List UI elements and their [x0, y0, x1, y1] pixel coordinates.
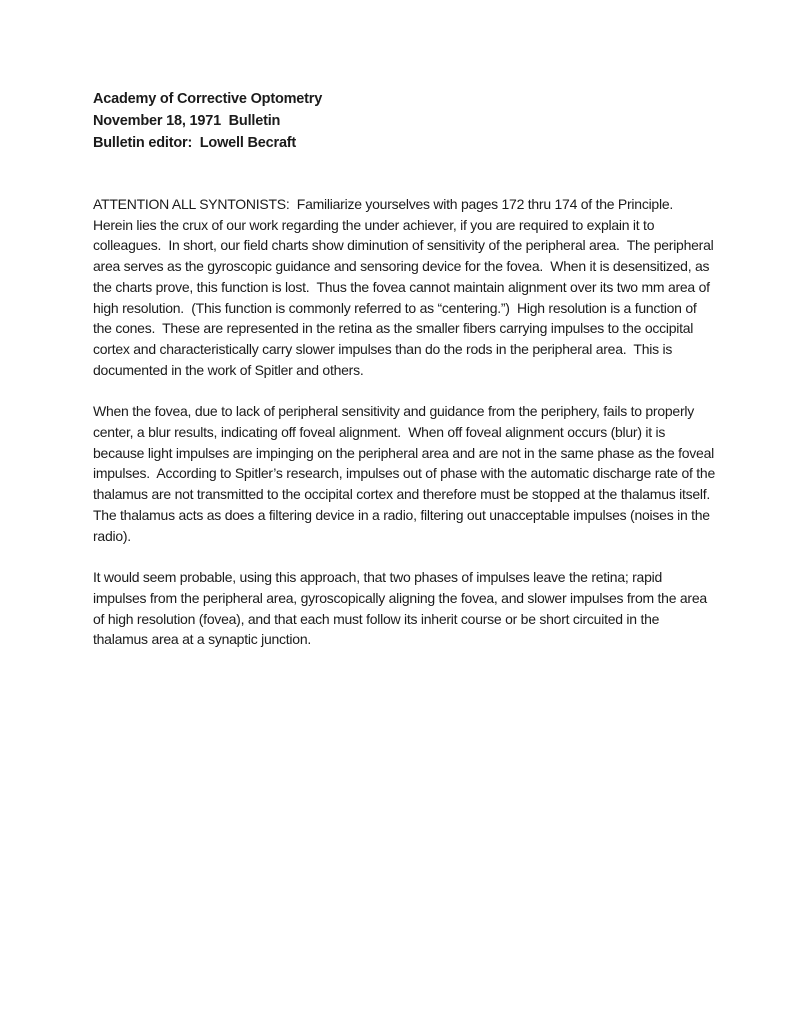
document-header — [93, 88, 715, 154]
organization-line: Academy of Corrective Optometry — [93, 91, 323, 107]
paragraph-two-phases: It would seem probable, using this approach, that two phases of impulses leave the retina; rapid impulses from the peripheral area, gyroscopically aligning the fovea, and slower impulses from the area of high resolution (fovea), and that each must follow its inherit course or be short circuited in the thalamus area at a synaptic junction. — [93, 569, 711, 648]
paragraph-fovea-alignment: When the fovea, due to lack of peripheral sensitivity and guidance from the periphery, fails to properly center, a blur results, indicating off foveal alignment. When off foveal alignment occurs (blur) it is because light impulses are impinging on the peripheral area and are not in the same phase as the foveal impulses. According to Spitler’s research, impulses out of phase with the automatic discharge rate of the thalamus are not transmitted to the occipital cortex and therefore must be stopped at the thalamus itself. The thalamus acts as does a filtering device in a radio, filtering out unacceptable impulses (noises in the radio). — [93, 403, 719, 544]
editor-line: Bulletin editor: Lowell Becraft — [93, 135, 297, 151]
paragraph-attention-syntonists: ATTENTION ALL SYNTONISTS: Familiarize yourselves with pages 172 thru 174 of the Principle. Herein lies the crux of our work regarding the under achiever, if you are required to explain it to colleagues. In short, our field charts show diminution of sensitivity of the peripheral area. The peripheral area serves as the gyroscopic guidance and sensoring device for the fovea. When it is desensitized, as the charts prove, this function is lost. Thus the fovea cannot maintain alignment over its two mm area of high resolution. (This function is commonly referred to as “centering.”) High resolution is a function of the cones. These are represented in the retina as the smaller fibers carrying impulses to the occipital cortex and characteristically carry slower impulses than do the rods in the peripheral area. This is documented in the work of Spitler and others. — [93, 196, 718, 378]
date-bulletin-line: November 18, 1971 Bulletin — [93, 113, 281, 129]
document-content — [93, 88, 719, 671]
